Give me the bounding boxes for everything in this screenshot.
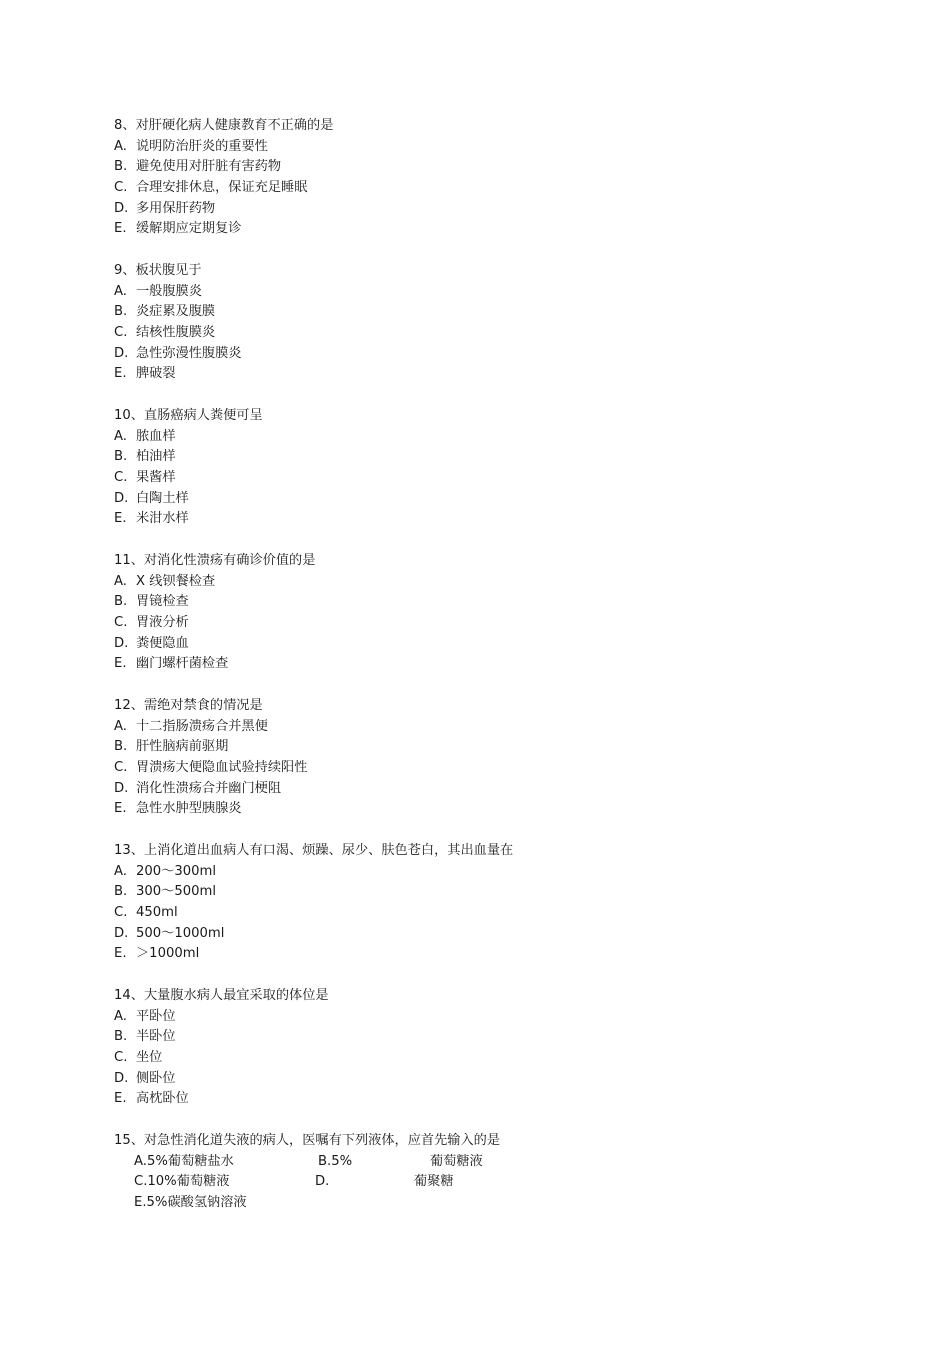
option-text: 半卧位 <box>136 1029 176 1045</box>
option-label: C. <box>114 180 128 196</box>
option-row-2 <box>114 1172 814 1193</box>
option-label: B. <box>114 159 128 175</box>
option-label: A. <box>114 283 127 299</box>
option-e <box>114 654 814 675</box>
question-11 <box>114 551 814 675</box>
option-e <box>114 364 814 385</box>
option-label: B. <box>114 1029 128 1045</box>
option-c <box>114 178 814 199</box>
option-text: 柏油样 <box>136 449 176 465</box>
question-12 <box>114 696 814 820</box>
option-text: 粪便隐血 <box>136 635 189 651</box>
option-text: 说明防治肝炎的重要性 <box>136 138 268 154</box>
option-text: 高枕卧位 <box>136 1091 189 1107</box>
option-b <box>114 1027 814 1048</box>
option-text: 一般腹膜炎 <box>136 283 202 299</box>
option-d <box>114 634 814 655</box>
option-label: D. <box>114 635 129 651</box>
option-label: E. <box>114 221 127 237</box>
option-label: D. <box>114 345 129 361</box>
question-13 <box>114 841 814 965</box>
question-stem: 9、板状腹见于 <box>114 263 202 278</box>
option-label: C. <box>114 470 128 486</box>
option-label: B. <box>114 739 128 755</box>
option-label: A. <box>114 573 127 589</box>
option-text: 胃镜检查 <box>136 594 189 610</box>
option-b <box>114 737 814 758</box>
option-d <box>114 489 814 510</box>
option-label: D. <box>114 925 129 941</box>
option-b-text: 葡萄糖液 <box>430 1153 483 1169</box>
option-text: ＞1000ml <box>136 946 200 962</box>
option-label: D. <box>114 780 129 796</box>
option-text: 300～500ml <box>136 884 217 900</box>
question-stem: 8、对肝硬化病人健康教育不正确的是 <box>114 118 334 133</box>
option-d <box>114 779 814 800</box>
option-label: C. <box>114 615 128 631</box>
option-c <box>114 1048 814 1069</box>
option-label: C. <box>114 760 128 776</box>
option-text: 十二指肠溃疡合并黑便 <box>136 718 268 734</box>
option-e <box>114 799 814 820</box>
option-label: B. <box>114 594 128 610</box>
option-text: X 线钡餐检查 <box>136 573 216 589</box>
question-stem: 10、直肠癌病人粪便可呈 <box>114 408 263 423</box>
option-label: E. <box>114 946 127 962</box>
option-label: A. <box>114 428 127 444</box>
option-d <box>114 924 814 945</box>
option-b-label: B.5% <box>318 1153 353 1169</box>
option-a <box>114 572 814 593</box>
option-e <box>114 1089 814 1110</box>
option-e <box>114 219 814 240</box>
option-a: A.5%葡萄糖盐水 <box>134 1153 234 1169</box>
option-a <box>114 1007 814 1028</box>
option-a <box>114 282 814 303</box>
question-stem: 14、大量腹水病人最宜采取的体位是 <box>114 988 329 1003</box>
option-text: 200～300ml <box>136 863 217 879</box>
option-d <box>114 344 814 365</box>
question-stem: 12、需绝对禁食的情况是 <box>114 698 263 713</box>
question-9 <box>114 261 814 385</box>
option-text: 平卧位 <box>136 1008 176 1024</box>
option-label: C. <box>114 905 128 921</box>
option-label: E. <box>114 511 127 527</box>
option-label: B. <box>114 304 128 320</box>
option-text: 胃液分析 <box>136 615 189 631</box>
option-label: C. <box>114 325 128 341</box>
question-8 <box>114 116 814 240</box>
option-c <box>114 323 814 344</box>
option-label: C. <box>114 1050 128 1066</box>
option-text: 侧卧位 <box>136 1070 176 1086</box>
question-15 <box>114 1131 814 1214</box>
option-text: 白陶土样 <box>136 490 189 506</box>
option-c <box>114 758 814 779</box>
option-label: A. <box>114 1008 127 1024</box>
option-row-1 <box>114 1152 814 1173</box>
option-c: C.10%葡萄糖液 <box>134 1174 230 1190</box>
option-e <box>114 944 814 965</box>
option-a <box>114 717 814 738</box>
option-a <box>114 427 814 448</box>
option-c <box>114 903 814 924</box>
option-c <box>114 468 814 489</box>
option-text: 缓解期应定期复诊 <box>136 221 242 237</box>
option-text: 幽门螺杆菌检查 <box>136 656 229 672</box>
option-text: 坐位 <box>136 1050 163 1066</box>
option-text: 450ml <box>136 905 178 921</box>
option-d-label: D. <box>315 1174 330 1190</box>
option-text: 结核性腹膜炎 <box>136 325 216 341</box>
option-label: B. <box>114 884 128 900</box>
question-stem: 13、上消化道出血病人有口渴、烦躁、尿少、肤色苍白，其出血量在 <box>114 843 514 858</box>
option-b <box>114 157 814 178</box>
option-label: E. <box>114 366 127 382</box>
option-text: 避免使用对肝脏有害药物 <box>136 159 282 175</box>
option-text: 脓血样 <box>136 428 176 444</box>
option-text: 炎症累及腹膜 <box>136 304 216 320</box>
option-text: 果酱样 <box>136 470 176 486</box>
option-text: 肝性脑病前驱期 <box>136 739 229 755</box>
question-stem: 11、对消化性溃疡有确诊价值的是 <box>114 553 316 568</box>
option-d <box>114 1069 814 1090</box>
option-b <box>114 592 814 613</box>
option-text: 消化性溃疡合并幽门梗阻 <box>136 780 282 796</box>
question-10 <box>114 406 814 530</box>
question-stem <box>114 1131 814 1152</box>
option-label: E. <box>114 656 127 672</box>
option-text: 500～1000ml <box>136 925 225 941</box>
question-14 <box>114 986 814 1110</box>
question-stem-text: 15、对急性消化道失液的病人，医嘱有下列液体，应首先输入的是 <box>114 1133 501 1148</box>
option-label: A. <box>114 718 127 734</box>
option-d <box>114 199 814 220</box>
option-a <box>114 137 814 158</box>
option-text: 米泔水样 <box>136 511 189 527</box>
option-b <box>114 882 814 903</box>
option-e <box>114 509 814 530</box>
option-e: E.5%碳酸氢钠溶液 <box>134 1195 247 1211</box>
option-label: A. <box>114 138 127 154</box>
option-label: B. <box>114 449 128 465</box>
option-label: D. <box>114 1070 129 1086</box>
option-row-3 <box>114 1193 814 1214</box>
option-c <box>114 613 814 634</box>
option-label: E. <box>114 801 127 817</box>
option-label: A. <box>114 863 127 879</box>
option-label: E. <box>114 1091 127 1107</box>
option-a <box>114 862 814 883</box>
option-label: D. <box>114 200 129 216</box>
option-text: 脾破裂 <box>136 366 176 382</box>
option-d-text: 葡聚糖 <box>414 1174 454 1190</box>
option-text: 合理安排休息，保证充足睡眠 <box>136 180 308 196</box>
option-b <box>114 447 814 468</box>
option-label: D. <box>114 490 129 506</box>
option-text: 急性水肿型胰腺炎 <box>136 801 242 817</box>
option-text: 急性弥漫性腹膜炎 <box>136 345 242 361</box>
option-text: 胃溃疡大便隐血试验持续阳性 <box>136 760 308 776</box>
option-text: 多用保肝药物 <box>136 200 216 216</box>
option-b <box>114 302 814 323</box>
